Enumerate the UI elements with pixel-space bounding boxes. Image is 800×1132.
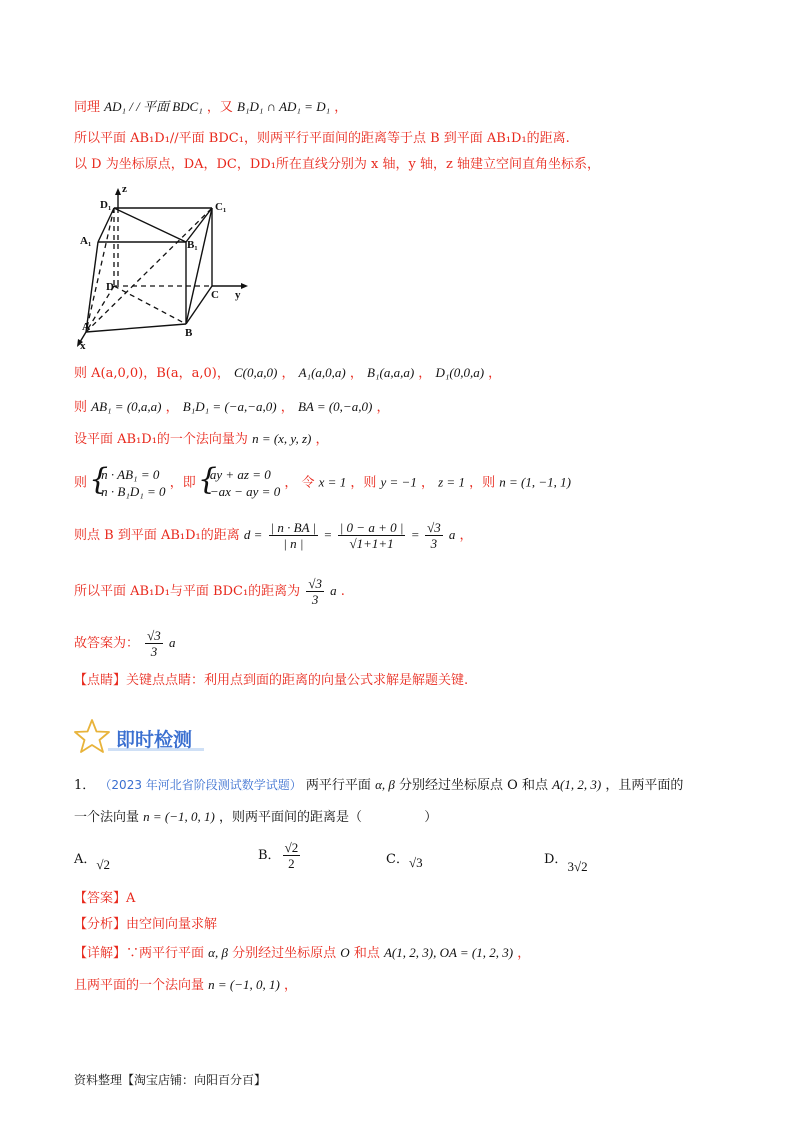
text: 【点睛】	[74, 673, 127, 688]
math-expr: AD₁ / / 平面 BDC₁	[104, 99, 203, 114]
label-B1: B₁	[187, 239, 198, 251]
option-a[interactable]: A．√2	[74, 852, 111, 872]
fraction: $\frac{√3}{3}$	[427, 520, 441, 551]
text: 由空间向量求解	[126, 917, 218, 932]
question-number: 1．	[74, 778, 96, 793]
text: ）	[424, 810, 438, 825]
label-D: D	[106, 281, 114, 293]
text: 则	[74, 400, 88, 415]
text: ，	[418, 366, 432, 381]
text: 和点	[353, 946, 380, 961]
label-A: A	[82, 321, 90, 333]
math-expr: B₁D₁ = (−a,−a,0)	[182, 399, 277, 414]
math-expr: n = (−1, 0, 1)	[143, 809, 215, 824]
text-line-10	[74, 628, 175, 659]
text-line-5	[74, 398, 389, 417]
star-icon	[75, 720, 109, 752]
fraction: $\frac{√3}{3}$	[308, 576, 322, 607]
text: 同理	[74, 100, 101, 115]
text: ，	[459, 528, 473, 543]
math-expr: D₁(0,0,a)	[435, 365, 485, 380]
text: ，又	[206, 100, 233, 115]
detail-line-1	[74, 944, 530, 963]
text: 【答案】	[74, 891, 127, 906]
math-expr: α, β	[375, 777, 395, 792]
math-expr: A₁(a,0,a)	[298, 365, 346, 380]
text-line-2: 所以平面 AB₁D₁//平面 BDC₁，则两平行平面间的距离等于点 B 到平面 AB₁D₁的距离.	[74, 131, 570, 146]
option-d[interactable]: D．3√2	[544, 852, 588, 874]
section-heading	[74, 716, 234, 760]
equation-system-1: { n · AB₁ = 0 n · B₁D₁ = 0	[91, 466, 165, 500]
text: ，	[488, 366, 502, 381]
math-expr: α, β	[208, 945, 228, 960]
text: ，则两平面间的距离是（	[219, 810, 363, 825]
text: ，	[165, 400, 179, 415]
text-line-3: 以 D 为坐标原点，DA，DC，DD₁所在直线分别为 x 轴，y 轴，z 轴建立空间直角坐标系，	[74, 157, 600, 172]
page-footer: 资料整理【淘宝店铺：向阳百分百】	[74, 1073, 267, 1087]
math-expr: d =	[243, 527, 263, 542]
question-source: （2023 年河北省阶段测试数学试题）	[99, 778, 302, 792]
question-line-2	[74, 808, 437, 827]
question-line-1	[74, 776, 683, 795]
math-expr: z = 1	[438, 474, 465, 490]
text: 一个法向量	[74, 810, 140, 825]
text: 【详解】	[74, 946, 127, 961]
math-expr: a	[330, 583, 337, 598]
text: 分别经过坐标原点 O 和点	[399, 778, 548, 793]
text: ，则	[469, 475, 496, 491]
math-expr: a	[168, 635, 176, 650]
text-line-11	[74, 672, 468, 690]
math-expr: AB₁ = (0,a,a)	[91, 399, 162, 414]
math-expr: B₁(a,a,a)	[367, 365, 415, 380]
detail-line-2	[74, 976, 297, 995]
label-C: C	[211, 289, 219, 301]
text: 设平面 AB₁D₁的一个法向量为	[74, 432, 248, 447]
math-expr: BA = (0,−a,0)	[297, 399, 373, 414]
fraction: $\frac{√3}{3}$	[147, 628, 161, 659]
label-x: x	[80, 340, 86, 350]
option-b[interactable]: B． $\frac{√2}{2}$	[258, 840, 299, 871]
math-expr: =	[411, 527, 419, 542]
label-C1: C₁	[215, 201, 227, 213]
math-expr: A(1, 2, 3)	[552, 777, 602, 792]
text: 两平行平面	[305, 778, 371, 793]
text: 且两平面的一个法向量	[74, 978, 205, 993]
text-line-8	[74, 520, 473, 551]
text: ，	[315, 432, 329, 447]
label-B: B	[185, 327, 193, 339]
math-expr: O	[340, 945, 350, 960]
text: 分别经过坐标原点	[232, 946, 337, 961]
text: ∵两平行平面	[126, 946, 205, 961]
text: 故答案为：	[74, 636, 140, 651]
cube-figure	[74, 180, 264, 350]
text: 关键点点睛：利用点到面的距离的向量公式求解是解题关键.	[126, 673, 469, 688]
math-expr: n = (−1, 0, 1)	[208, 977, 280, 992]
text: 令	[301, 475, 315, 491]
answer-options	[74, 840, 754, 880]
math-expr: C(0,a,0)	[233, 365, 278, 380]
text: ，	[517, 946, 531, 961]
option-c[interactable]: C．√3	[386, 852, 423, 870]
text-line-6	[74, 430, 329, 449]
section-heading-text: 即时检测	[116, 729, 193, 751]
text-line-9	[74, 576, 345, 607]
label-z: z	[122, 183, 127, 195]
label-A1: A₁	[80, 235, 92, 247]
answer-line	[74, 890, 135, 908]
math-expr: x = 1	[318, 474, 347, 490]
text: .	[340, 584, 345, 599]
math-expr: n = (x, y, z)	[252, 431, 312, 446]
text: ，则	[350, 475, 377, 491]
text: ，	[420, 475, 434, 491]
text: ，	[349, 366, 363, 381]
label-D1: D₁	[100, 199, 112, 211]
text: ，	[284, 475, 298, 491]
text: ，	[284, 978, 298, 993]
math-expr: n = (1, −1, 1)	[499, 474, 571, 490]
answer-value: A	[126, 891, 136, 906]
text-line-1	[74, 98, 347, 117]
text-line-4	[74, 364, 501, 383]
text-line-7	[74, 466, 571, 500]
text: 所以平面 AB₁D₁与平面 BDC₁的距离为	[74, 584, 301, 599]
equation-system-2: { ay + az = 0 −ax − ay = 0	[200, 466, 280, 500]
math-expr: a	[448, 527, 456, 542]
analysis-line	[74, 916, 217, 934]
math-expr: y = −1	[380, 474, 417, 490]
text: 则	[74, 475, 88, 491]
label-y: y	[235, 289, 241, 301]
text: ，且两平面的	[605, 778, 684, 793]
math-expr: B₁D₁ ∩ AD₁ = D₁	[237, 99, 331, 114]
text: 【分析】	[74, 917, 127, 932]
text: ，	[280, 400, 294, 415]
text: ，即	[169, 475, 196, 491]
math-expr: A(1, 2, 3), OA = (1, 2, 3)	[383, 945, 514, 960]
fraction: $\frac{| 0 - a + 0 |}{√1+1+1}$	[339, 520, 404, 551]
text: ，	[376, 400, 390, 415]
text: ，	[334, 100, 348, 115]
math-expr: =	[324, 527, 332, 542]
text: ，	[281, 366, 295, 381]
text: 则点 B 到平面 AB₁D₁的距离	[74, 528, 240, 543]
fraction: $\frac{| n \cdot BA |}{| n |}$	[270, 520, 317, 551]
text: 则 A(a,0,0)，B(a，a,0)，	[74, 366, 230, 381]
